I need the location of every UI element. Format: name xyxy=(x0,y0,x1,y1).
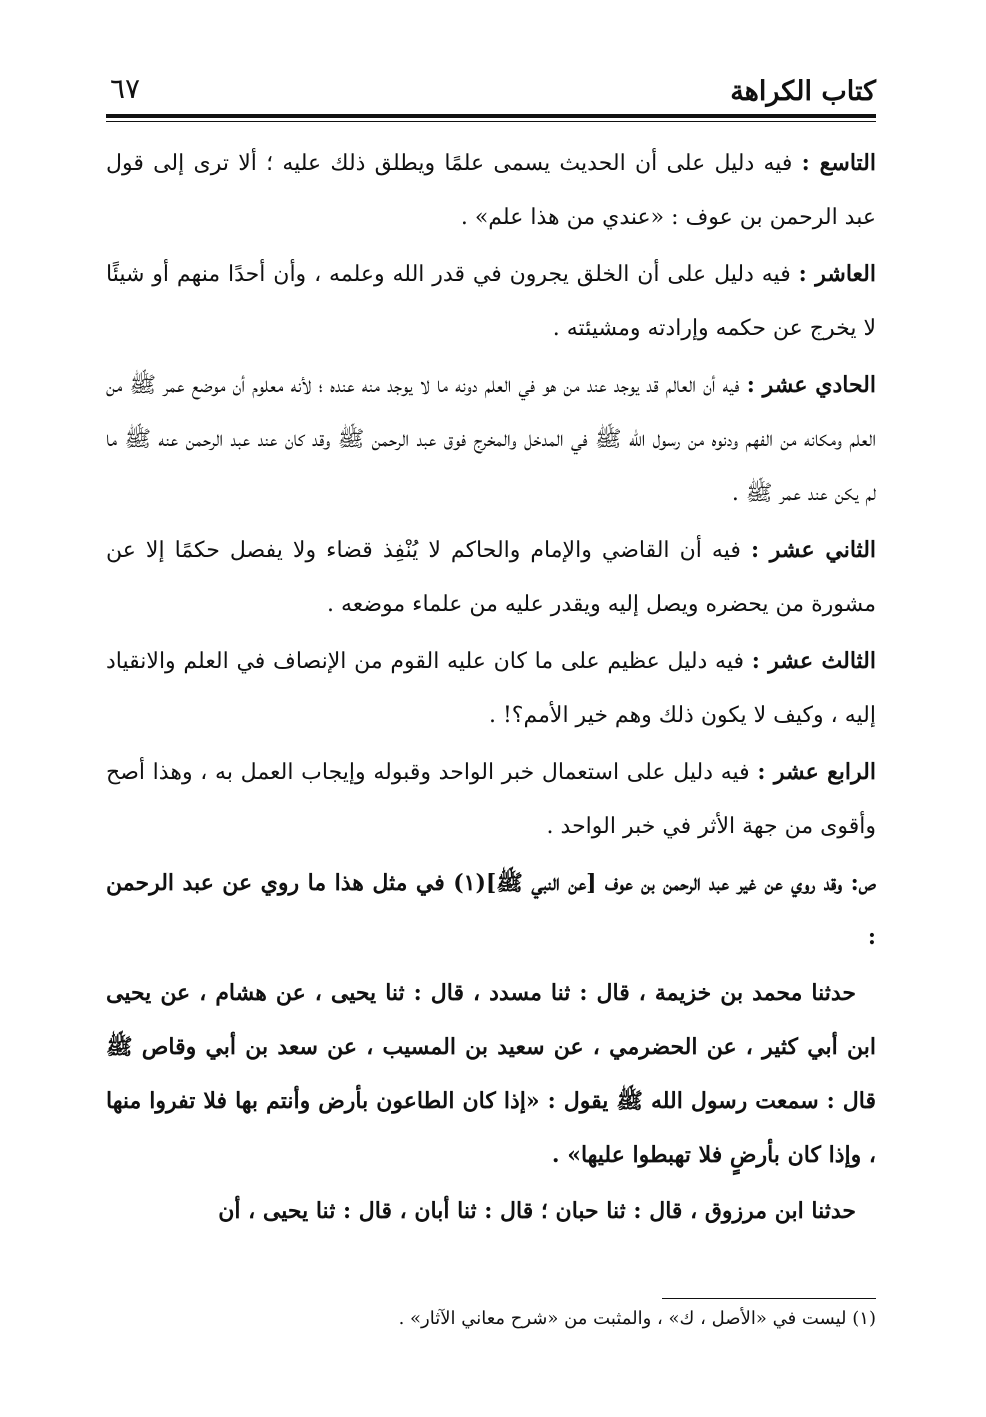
paragraph-lead: الثالث عشر : xyxy=(751,648,876,674)
paragraph-text: وقد روي عن غير عبد الرحمن بن عوف [عن النبي ﷺ](١) في مثل هذا ما روي عن عبد الرحمن : xyxy=(106,870,876,950)
paragraph-text: فيه أن القاضي والإمام والحاكم لا يُنْفِذ قضاء ولا يفصل حكمًا إلا عن مشورة من يحضره ويصل إليه ويقدر عليه من علماء موضعه . xyxy=(106,538,876,617)
paragraph-lead: العاشر : xyxy=(798,261,876,287)
paragraph-lead: ص: xyxy=(850,870,876,896)
page-number: ٦٧ xyxy=(110,72,141,105)
paragraph-text: فيه أن العالم قد يوجد عند من هو في العلم دونه ما لا يوجد منه عنده ؛ لأنه معلوم أن موضع عمر ﷺ من العلم ومكانه من الفهم ودنوه من رسول الله ﷺ في المدخل والمخرج فوق عبد الرحمن ﷺ وقد كان عند عبد الرحمن عنه ﷺ ما لم يكن عند عمر ﷺ . xyxy=(106,373,876,506)
header-rule-thin xyxy=(106,121,876,122)
paragraph-text: فيه دليل عظيم على ما كان عليه القوم من الإنصاف في العلم والانقياد إليه ، وكيف لا يكون ذلك وهم خير الأمم؟! . xyxy=(106,649,876,728)
paragraph-twelfth xyxy=(106,523,876,632)
paragraph-fourteenth xyxy=(106,745,876,854)
footnote-rule xyxy=(662,1298,876,1299)
paragraph-text-section xyxy=(106,856,876,964)
paragraph-lead: التاسع : xyxy=(801,150,876,176)
book-page xyxy=(106,62,877,1329)
header-rule-thick xyxy=(106,114,876,118)
paragraph-text: حدثنا محمد بن خزيمة ، قال : ثنا مسدد ، قال : ثنا يحيى ، عن هشام ، عن يحيى ابن أبي كثير ، عن الحضرمي ، عن سعيد بن المسيب ، عن سعد بن أبي وقاص ﷺ قال : سمعت رسول الله ﷺ يقول : «إذا كان الطاعون بأرض وأنتم بها فلا تفروا منها ، وإذا كان بأرضٍ فلا تهبطوا عليها» . xyxy=(106,980,876,1168)
paragraph-eleventh xyxy=(106,358,876,521)
paragraph-text: فيه دليل على أن الخلق يجرون في قدر الله وعلمه ، وأن أحدًا منهم أو شيئًا لا يخرج عن حكمه وإرادته ومشيئته . xyxy=(106,262,876,341)
paragraph-ninth xyxy=(106,136,876,245)
paragraph-hadith-chain-1 xyxy=(106,966,876,1182)
running-header xyxy=(106,62,876,114)
footnote: (١) ليست في «الأصل ، ك» ، والمثبت من «شرح معاني الآثار» . xyxy=(398,1308,876,1329)
paragraph-text: فيه دليل على أن الحديث يسمى علمًا ويطلق ذلك عليه ؛ ألا ترى إلى قول عبد الرحمن بن عوف : «عندي من هذا علم» . xyxy=(106,151,876,230)
paragraph-text: حدثنا ابن مرزوق ، قال : ثنا حبان ؛ قال : ثنا أبان ، قال : ثنا يحيى ، أن xyxy=(218,1198,856,1224)
paragraph-lead: الحادي عشر : xyxy=(746,372,876,398)
chapter-title: كتاب الكراهة xyxy=(730,76,876,107)
paragraph-lead: الرابع عشر : xyxy=(757,759,876,785)
paragraph-thirteenth xyxy=(106,634,876,743)
paragraph-text: فيه دليل على استعمال خبر الواحد وقبوله وإيجاب العمل به ، وهذا أصح وأقوى من جهة الأثر في خبر الواحد . xyxy=(106,760,876,839)
page-body xyxy=(106,136,876,1238)
paragraph-tenth xyxy=(106,247,876,356)
paragraph-lead: الثاني عشر : xyxy=(750,537,877,563)
paragraph-hadith-chain-2 xyxy=(106,1184,876,1238)
